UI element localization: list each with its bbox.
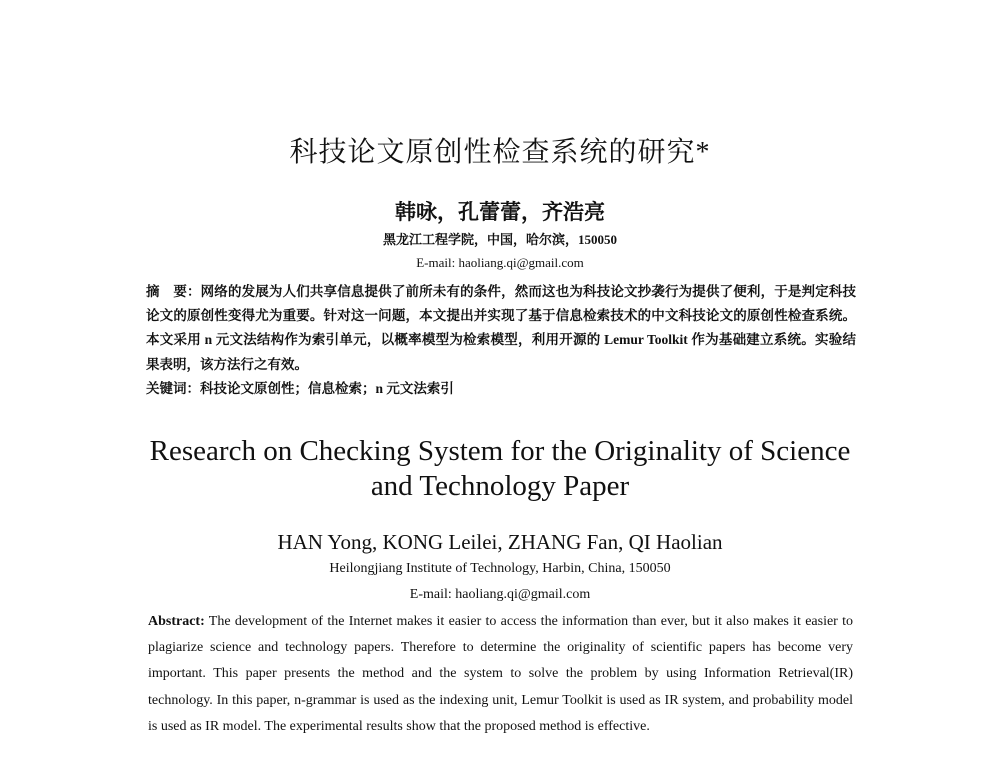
english-title-line-2: and Technology Paper	[370, 470, 630, 502]
english-authors: HAN Yong, KONG Leilei, ZHANG Fan, QI Haolian	[277, 530, 723, 554]
english-abstract-label: Abstract:	[148, 614, 205, 629]
chinese-abstract	[146, 280, 856, 377]
english-abstract-text: The development of the Internet makes it easier to access the information than ever, but it also makes it easier to plagiarize science and technology papers. Therefore to determine the originality of scientific papers has become very important. This paper presents the method and the system to solve the problem by using Information Retrieval(IR) technology. In this paper, n-grammar is used as the indexing unit, Lemur Toolkit is used as IR system, and probability model is used as IR model. The experimental results show that the proposed method is effective.	[148, 614, 853, 734]
english-title	[0, 434, 1000, 504]
chinese-affiliation: 黑龙江工程学院，中国，哈尔滨，150050	[382, 232, 617, 247]
english-title-line-1: Research on Checking System for the Originality of Science	[149, 435, 851, 467]
english-affiliation: Heilongjiang Institute of Technology, Harbin, China, 150050	[329, 561, 671, 576]
chinese-abstract-text: 网络的发展为人们共享信息提供了前所未有的条件，然而这也为科技论文抄袭行为提供了便利，于是判定科技论文的原创性变得尤为重要。针对这一问题，本文提出并实现了基于信息检索技术的中文科技论文的原创性检查系统。本文采用 n 元文法结构作为索引单元，以概率模型为检索模型，利用开源的 Lemur Toolkit 作为基础建立系统。实验结果表明，该方法行之有效。	[146, 284, 857, 372]
english-abstract	[148, 609, 853, 740]
english-email: E-mail: haoliang.qi@gmail.com	[409, 587, 591, 602]
chinese-title: 科技论文原创性检查系统的研究*	[289, 137, 711, 168]
chinese-keywords-text: 科技论文原创性；信息检索；n 元文法索引	[200, 381, 454, 396]
chinese-abstract-label: 摘 要：	[146, 284, 201, 299]
chinese-keywords	[146, 377, 454, 397]
chinese-authors: 韩咏，孔蕾蕾，齐浩亮	[395, 200, 605, 224]
chinese-email: E-mail: haoliang.qi@gmail.com	[416, 255, 584, 270]
chinese-keywords-label: 关键词：	[146, 381, 200, 396]
